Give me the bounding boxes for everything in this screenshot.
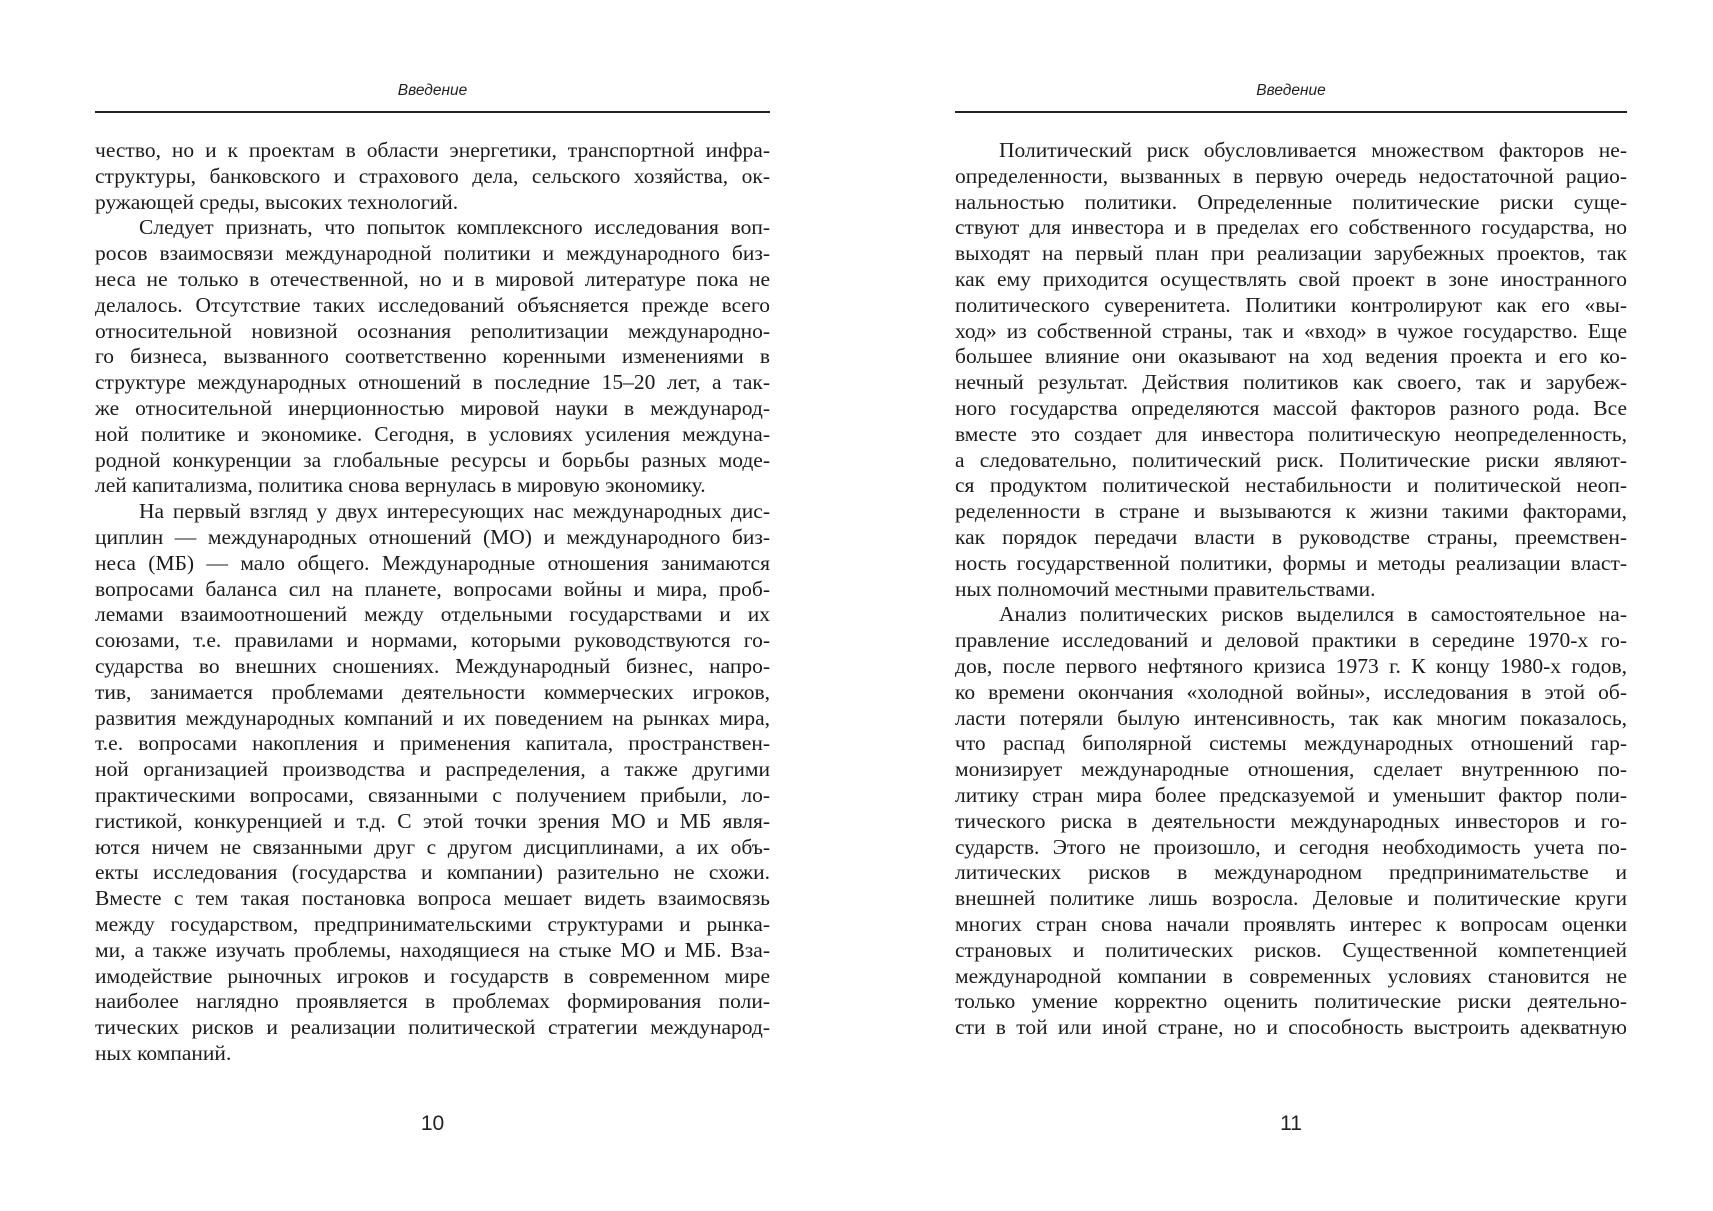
text-line	[955, 938, 1627, 964]
line-text: делалось. Отсутствие таких исследований объясняется прежде всего	[95, 292, 770, 317]
line-text: неса (МБ) — мало общего. Международные отношения занимаются	[95, 550, 770, 575]
paragraph	[95, 215, 770, 499]
text-line	[955, 473, 1627, 499]
paragraph	[955, 602, 1627, 1041]
line-text: структуре международных отношений в последние 15–20 лет, а так-	[95, 370, 770, 395]
text-line	[95, 499, 770, 525]
line-text: нальностью политики. Определенные политические риски суще-	[955, 189, 1627, 214]
line-text: развития международных компаний и их поведением на рынках мира,	[95, 705, 770, 730]
line-text: ного государства определяются массой факторов разного рода. Все	[955, 395, 1627, 420]
text-line	[955, 912, 1627, 938]
line-text: наиболее наглядно проявляется в проблемах формирования поли-	[95, 989, 770, 1014]
line-text: родной конкуренции за глобальные ресурсы и борьбы разных моде-	[95, 447, 770, 472]
text-line	[95, 809, 770, 835]
text-line	[95, 551, 770, 577]
text-line	[95, 757, 770, 783]
line-text: монизирует международные отношения, сделает внутреннюю по-	[955, 757, 1627, 782]
line-text: Следует признать, что попыток комплексного исследования воп-	[139, 215, 770, 240]
line-text: екты исследования (государства и компании) разительно не схожи.	[95, 860, 770, 885]
text-line	[95, 680, 770, 706]
line-text: т.е. вопросами накопления и применения капитала, пространствен-	[95, 731, 770, 756]
text-line	[95, 577, 770, 603]
line-text: го бизнеса, вызванного соответственно коренными изменениями в	[95, 344, 770, 369]
text-line	[95, 164, 770, 190]
line-text: Анализ политических рисков выделился в самостоятельное на-	[999, 602, 1627, 627]
text-line	[95, 835, 770, 861]
line-text: страновых и политических рисков. Существенной компетенцией	[955, 937, 1627, 962]
line-text: лей капитализма, политика снова вернулась в мировую экономику.	[95, 473, 706, 498]
text-line	[95, 938, 770, 964]
line-text: лемами взаимоотношений между отдельными государствами и их	[95, 602, 770, 627]
line-text: а следовательно, политический риск. Политические риски являют-	[955, 447, 1627, 472]
page-number: 10	[420, 1112, 445, 1135]
text-line	[955, 989, 1627, 1015]
line-text: дов, после первого нефтяного кризиса 1973 г. К концу 1980-х годов,	[955, 653, 1627, 678]
text-line	[955, 525, 1627, 551]
left-page	[95, 0, 770, 1211]
text-line	[95, 422, 770, 448]
text-line	[95, 267, 770, 293]
text-line	[95, 912, 770, 938]
header-rule	[95, 111, 770, 113]
line-text: чество, но и к проектам в области энергетики, транспортной инфра-	[95, 138, 770, 162]
line-text: тив, занимается проблемами деятельности коммерческих игроков,	[95, 679, 770, 704]
text-line	[955, 577, 1627, 603]
line-text: литических рисков в международном предпринимательстве и	[955, 860, 1627, 885]
line-text: ружающей среды, высоких технологий.	[95, 189, 459, 214]
line-text: выходят на первый план при реализации зарубежных проектов, так	[955, 241, 1627, 266]
text-line	[95, 628, 770, 654]
text-line	[955, 319, 1627, 345]
text-line	[955, 448, 1627, 474]
line-text: что распад биполярной системы международных отношений гар-	[955, 731, 1627, 756]
line-text: практическими вопросами, связанными с получением прибыли, ло-	[95, 782, 770, 807]
paragraph	[955, 138, 1627, 602]
line-text: ность государственной политики, формы и методы реализации власт-	[955, 550, 1627, 575]
text-line	[95, 396, 770, 422]
text-line	[955, 138, 1627, 164]
text-line	[955, 164, 1627, 190]
line-text: На первый взгляд у двух интересующих нас международных дис-	[139, 499, 770, 524]
line-text: определенности, вызванных в первую очередь недостаточной рацио-	[955, 163, 1627, 188]
text-line	[955, 293, 1627, 319]
text-line	[95, 989, 770, 1015]
text-line	[955, 396, 1627, 422]
text-line	[955, 602, 1627, 628]
text-line	[95, 319, 770, 345]
text-line	[95, 473, 770, 499]
line-text: ся продуктом политической нестабильности и политической неоп-	[955, 473, 1627, 498]
line-text: между государством, предпринимательскими структурами и рынка-	[95, 911, 770, 936]
line-text: ко времени окончания «холодной войны», исследования в этой об-	[955, 679, 1627, 704]
line-text: ных полномочий местными правительствами.	[955, 576, 1376, 601]
text-line	[95, 448, 770, 474]
line-text: структуры, банковского и страхового дела, сельского хозяйства, ок-	[95, 163, 770, 188]
line-text: многих стран снова начали проявлять интерес к вопросам оценки	[955, 911, 1627, 936]
line-text: имодействие рыночных игроков и государств в современном мире	[95, 963, 770, 988]
line-text: только умение корректно оценить политические риски деятельно-	[955, 989, 1627, 1014]
paragraph	[95, 499, 770, 1067]
line-text: гистикой, конкуренцией и т.д. С этой точки зрения МО и МБ явля-	[95, 808, 770, 833]
line-text: тических рисков и реализации политической стратегии международ-	[95, 1015, 770, 1040]
line-text: ных компаний.	[95, 1040, 232, 1065]
text-line	[955, 783, 1627, 809]
text-line	[95, 190, 770, 216]
line-text: литику стран мира более предсказуемой и уменьшит фактор поли-	[955, 782, 1627, 807]
line-text: росов взаимосвязи международной политики и международного биз-	[95, 241, 770, 266]
line-text: внешней политике лишь возросла. Деловые и политические круги	[955, 886, 1627, 911]
line-text: как ему приходится осуществлять свой проект в зоне иностранного	[955, 266, 1627, 291]
text-line	[955, 241, 1627, 267]
line-text: как порядок передачи власти в руководстве страны, преемствен-	[955, 524, 1627, 549]
line-text: тического риска в деятельности международных инвесторов и го-	[955, 808, 1627, 833]
text-line	[95, 731, 770, 757]
text-line	[95, 293, 770, 319]
text-line	[95, 1015, 770, 1041]
line-text: ределенности в стране и вызываются к жизни такими факторами,	[955, 499, 1627, 524]
line-text: нечный результат. Действия политиков как своего, так и зарубеж-	[955, 370, 1627, 395]
text-line	[95, 215, 770, 241]
line-text: вопросами баланса сил на планете, вопросами войны и мира, проб-	[95, 576, 770, 601]
text-line	[955, 628, 1627, 654]
page-number: 11	[1280, 1112, 1302, 1135]
line-text: относительной новизной осознания реполитизации международно-	[95, 318, 770, 343]
text-line	[955, 654, 1627, 680]
text-line	[955, 886, 1627, 912]
paragraph	[95, 138, 770, 215]
line-text: ход» из собственной страны, так и «вход» в чужое государство. Еще	[955, 318, 1627, 343]
text-line	[95, 370, 770, 396]
text-line	[95, 525, 770, 551]
text-line	[955, 757, 1627, 783]
text-line	[955, 344, 1627, 370]
line-text: неса не только в отечественной, но и в мировой литературе пока не	[95, 266, 770, 291]
line-text: сударств. Этого не произошло, и сегодня необходимость учета по-	[955, 834, 1627, 859]
text-line	[955, 1015, 1627, 1041]
text-line	[95, 602, 770, 628]
text-line	[955, 215, 1627, 241]
text-line	[955, 499, 1627, 525]
text-line	[95, 344, 770, 370]
body-text	[95, 138, 770, 1067]
text-line	[95, 860, 770, 886]
line-text: международной компании в современных условиях становится не	[955, 963, 1627, 988]
line-text: же относительной инерционностью мировой науки в международ-	[95, 395, 770, 420]
line-text: Политический риск обусловливается множеством факторов не-	[999, 138, 1627, 162]
line-text: Вместе с тем такая постановка вопроса мешает видеть взаимосвязь	[95, 886, 770, 911]
line-text: большее влияние они оказывают на ход ведения проекта и его ко-	[955, 344, 1627, 369]
text-line	[95, 138, 770, 164]
line-text: ной организацией производства и распределения, а также другими	[95, 757, 770, 782]
text-line	[955, 860, 1627, 886]
line-text: правление исследований и деловой практики в середине 1970-х го-	[955, 628, 1627, 653]
line-text: ются ничем не связанными друг с другом дисциплинами, а их объ-	[95, 834, 770, 859]
text-line	[955, 731, 1627, 757]
running-head: Введение	[397, 82, 468, 99]
line-text: ласти потеряли былую интенсивность, так как многим показалось,	[955, 705, 1627, 730]
text-line	[95, 1041, 770, 1067]
text-line	[955, 370, 1627, 396]
line-text: ми, а также изучать проблемы, находящиеся на стыке МО и МБ. Вза-	[95, 937, 770, 962]
text-line	[955, 551, 1627, 577]
line-text: союзами, т.е. правилами и нормами, которыми руководствуются го-	[95, 628, 770, 653]
text-line	[955, 422, 1627, 448]
text-line	[95, 783, 770, 809]
text-line	[95, 886, 770, 912]
body-text	[955, 138, 1627, 1041]
line-text: ствуют для инвестора и в пределах его собственного государства, но	[955, 215, 1627, 240]
text-line	[95, 964, 770, 990]
text-line	[95, 654, 770, 680]
line-text: циплин — международных отношений (МО) и международного биз-	[95, 524, 770, 549]
header-rule	[955, 111, 1627, 113]
running-head: Введение	[1256, 82, 1326, 99]
text-line	[955, 809, 1627, 835]
line-text: вместе это создает для инвестора политическую неопределенность,	[955, 421, 1627, 446]
line-text: сударства во внешних сношениях. Международный бизнес, напро-	[95, 653, 770, 678]
line-text: ной политике и экономике. Сегодня, в условиях усиления междуна-	[95, 421, 770, 446]
text-line	[95, 241, 770, 267]
line-text: сти в той или иной стране, но и способность выстроить адекватную	[955, 1015, 1627, 1040]
text-line	[955, 835, 1627, 861]
text-line	[955, 964, 1627, 990]
line-text: политического суверенитета. Политики контролируют как его «вы-	[955, 292, 1627, 317]
right-page	[955, 0, 1627, 1211]
text-line	[95, 706, 770, 732]
text-line	[955, 706, 1627, 732]
text-line	[955, 267, 1627, 293]
text-line	[955, 680, 1627, 706]
text-line	[955, 190, 1627, 216]
